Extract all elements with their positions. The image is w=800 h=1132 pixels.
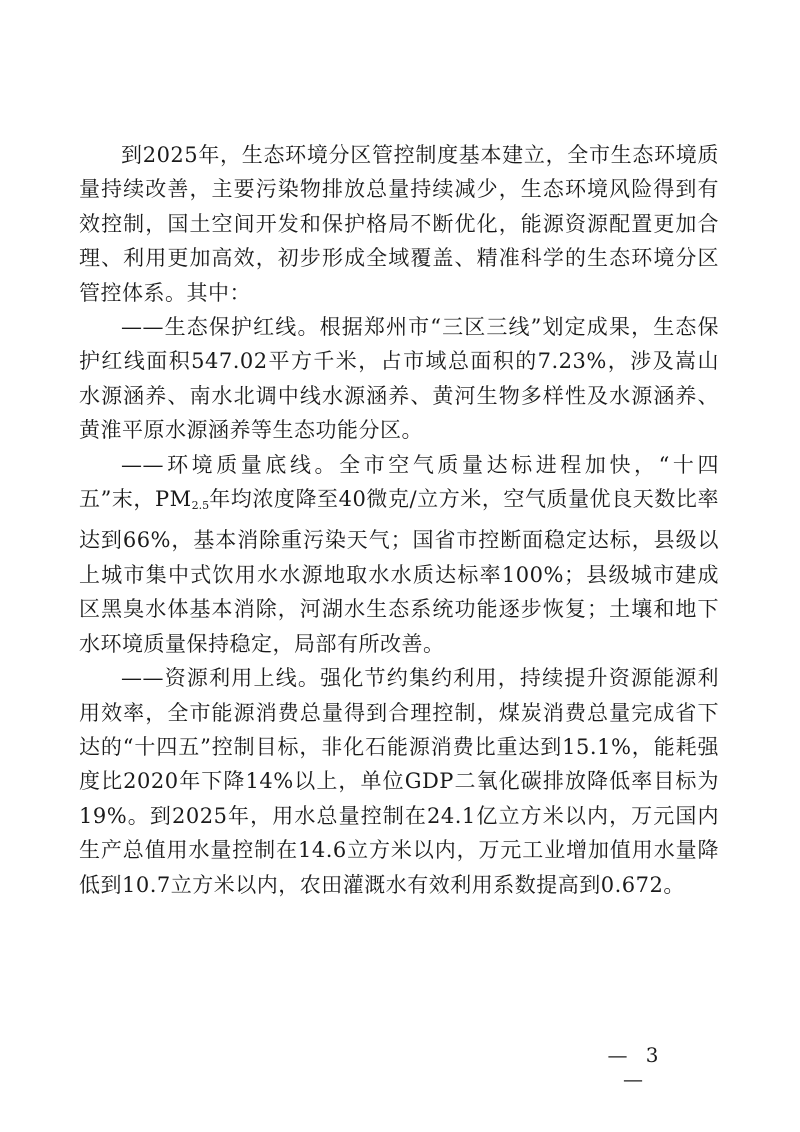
ecological-redline-paragraph: ——生态保护红线。根据郑州市“三区三线”划定成果，生态保护红线面积547.02平方千米，占市域总面积的7.23%，涉及嵩山水源涵养、南水北调中线水源涵养、黄河生物多样性及水源涵养、黄淮平原水源涵养等生态功能分区。: [79, 315, 719, 443]
resource-utilization-paragraph: ——资源利用上线。强化节约集约利用，持续提升资源能源利用效率，全市能源消费总量得到合理控制，煤炭消费总量完成省下达的“十四五”控制目标，非化石能源消费比重达到15.1%，能耗强度比2020年下降14%以上，单位GDP二氧化碳排放降低率目标为19%。到2025年，用水总量控制在24.1亿立方米以内，万元国内生产总值用水量控制在14.6立方米以内，万元工业增加值用水量降低到10.7立方米以内，农田灌溉水有效利用系数提高到0.672。: [79, 666, 719, 897]
environmental-quality-text-start: ——环境质量底线。全市空气质量达标进程加快，“十四五”末，PM: [79, 452, 719, 512]
document-body: [79, 138, 719, 902]
environmental-quality-paragraph: [79, 448, 719, 661]
page-number: — 3 —: [607, 1043, 665, 1091]
intro-paragraph: 到2025年，生态环境分区管控制度基本建立，全市生态环境质量持续改善，主要污染物排放总量持续减少，生态环境风险得到有效控制，国土空间开发和保护格局不断优化，能源资源配置更加合理、利用更加高效，初步形成全域覆盖、精准科学的生态环境分区管控体系。其中：: [79, 143, 719, 305]
environmental-quality-text-end: 年均浓度降至40微克/立方米，空气质量优良天数比率达到66%，基本消除重污染天气；国省市控断面稳定达标，县级以上城市集中式饮用水水源地取水水质达标率100%；县级城市建成区黑臭水体基本消除，河湖水生态系统功能逐步恢复；土壤和地下水环境质量保持稳定，局部有所改善。: [79, 487, 720, 656]
pm-subscript: 2.5: [191, 499, 210, 513]
